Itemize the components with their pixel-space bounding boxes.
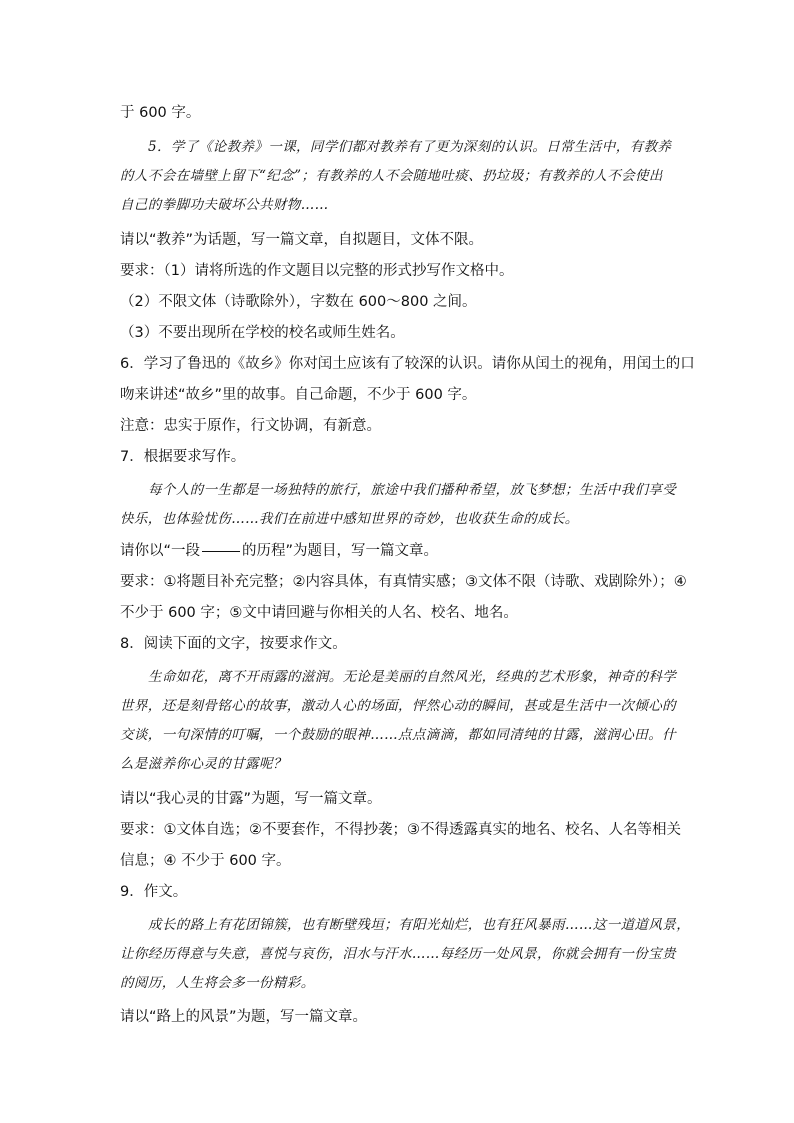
prompt-5-passage-line: 5．学了《论教养》一课，同学们都对教养有了更为深刻的认识。日常生活中，有教养 — [148, 139, 672, 155]
prompt-8-requirement: 信息；④ 不少于 600 字。 — [120, 853, 291, 869]
prompt-5-passage-line: 自己的拳脚功夫破坏公共财物…… — [120, 197, 329, 213]
instruction-part: 的历程”为题目，写一篇文章。 — [242, 543, 439, 559]
prompt-5-requirement: （2）不限文体（诗歌除外），字数在 600～800 之间。 — [120, 294, 477, 310]
prompt-5-requirement: （3）不要出现所在学校的校名或师生姓名。 — [120, 325, 405, 341]
prompt-9-passage-line: 成长的路上有花团锦簇，也有断壁残垣；有阳光灿烂，也有狂风暴雨……这一道道风景， — [148, 917, 691, 933]
prompt-7-requirement: 不少于 600 字；⑤文中请回避与你相关的人名、校名、地名。 — [120, 605, 518, 621]
prompt-8-passage-line: 世界，还是刻骨铭心的故事，激动人心的场面，怦然心动的瞬间，甚或是生活中一次倾心的 — [120, 698, 676, 714]
prompt-6-note: 注意：忠实于原作，行文协调，有新意。 — [120, 418, 381, 434]
text-line: 于 600 字。 — [120, 105, 201, 121]
prompt-8-passage-line: 交谈，一句深情的叮嘱，一个鼓励的眼神……点点滴滴，都如同清纯的甘露，滋润心田。什 — [120, 727, 676, 743]
prompt-8-heading: 8．阅读下面的文字，按要求作文。 — [120, 636, 347, 652]
prompt-9-instruction: 请以“路上的风景”为题，写一篇文章。 — [120, 1009, 368, 1025]
prompt-8-passage-line: 么是滋养你心灵的甘露呢？ — [120, 756, 287, 772]
prompt-5-requirement: 要求：（1）请将所选的作文题目以完整的形式抄写作文格中。 — [120, 263, 514, 279]
prompt-9-passage-line: 的阅历，人生将会多一份精彩。 — [120, 975, 315, 991]
prompt-7-instruction — [120, 541, 438, 561]
prompt-6-text: 吻来讲述“故乡”里的故事。自己命题，不少于 600 字。 — [120, 387, 477, 403]
prompt-8-instruction: 请以“我心灵的甘露”为题，写一篇文章。 — [120, 791, 382, 807]
prompt-8-requirement: 要求：①文体自选；②不要套作，不得抄袭；③不得透露真实的地名、校名、人名等相关 — [120, 822, 681, 838]
prompt-7-passage-line: 每个人的一生都是一场独特的旅行，旅途中我们播种希望，放飞梦想；生活中我们享受 — [148, 482, 677, 498]
prompt-7-requirement: 要求：①将题目补充完整；②内容具体，有真情实感；③文体不限（诗歌、戏剧除外）；④ — [120, 574, 687, 590]
fill-blank — [202, 551, 240, 552]
prompt-5-instruction: 请以“教养”为话题，写一篇文章，自拟题目，文体不限。 — [120, 232, 484, 248]
prompt-9-heading: 9．作文。 — [120, 884, 188, 900]
prompt-6-heading: 6．学习了鲁迅的《故乡》你对闰土应该有了较深的认识。请你从闰土的视角，用闰土的口 — [120, 356, 695, 372]
instruction-part: 请你以“一段 — [120, 543, 201, 559]
prompt-8-passage-line: 生命如花，离不开雨露的滋润。无论是美丽的自然风光，经典的艺术形象，神奇的科学 — [148, 669, 677, 685]
prompt-7-heading: 7．根据要求写作。 — [120, 449, 246, 465]
prompt-7-passage-line: 快乐，也体验忧伤……我们在前进中感知世界的奇妙，也收获生命的成长。 — [120, 511, 579, 527]
prompt-9-passage-line: 让你经历得意与失意，喜悦与哀伤，泪水与汗水……每经历一处风景，你就会拥有一份宝贵 — [120, 946, 676, 962]
prompt-5-passage-line: 的人不会在墙壁上留下“纪念”；有教养的人不会随地吐痰、扔垃圾；有教养的人不会使出 — [120, 168, 663, 184]
